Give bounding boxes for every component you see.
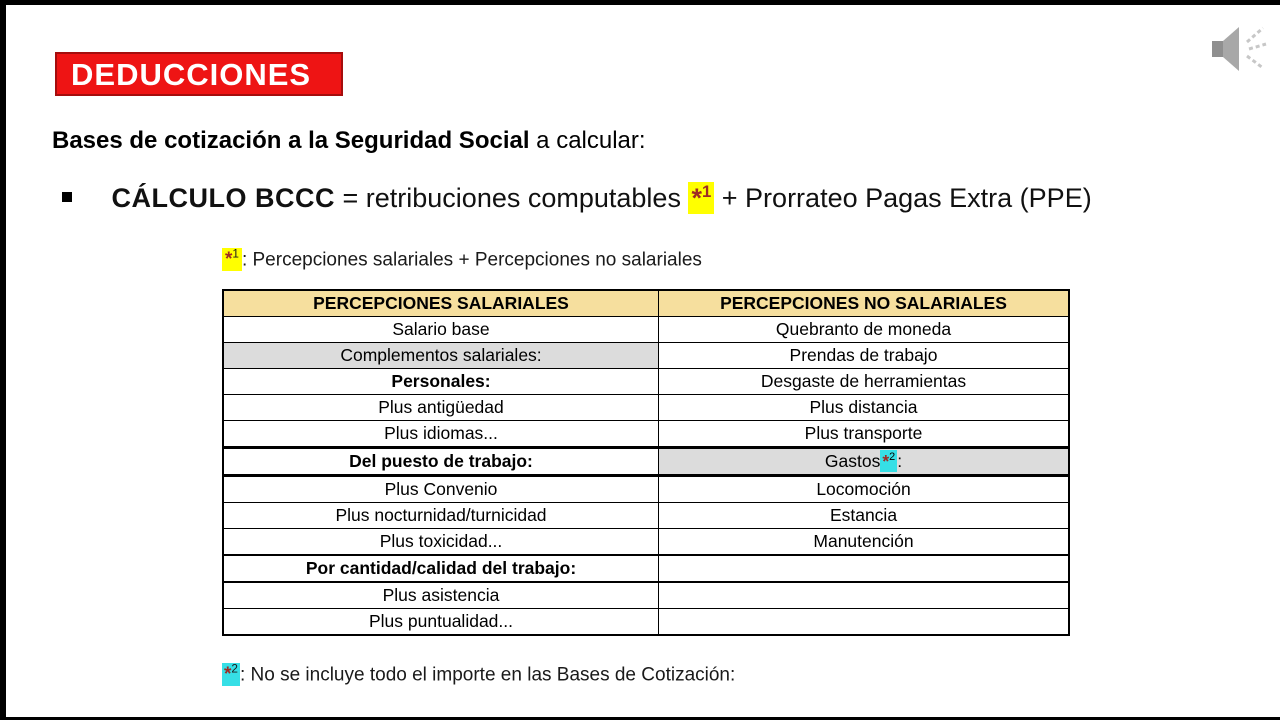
table-row <box>223 555 1069 582</box>
cell: Personales: <box>223 369 659 395</box>
table-row <box>223 609 1069 636</box>
table-row <box>223 317 1069 343</box>
gastos-text: Gastos <box>824 451 881 471</box>
table-row <box>223 476 1069 503</box>
table-row <box>223 582 1069 609</box>
slide-title: DEDUCCIONES <box>71 56 312 92</box>
footnote1-marker-inline <box>688 182 714 214</box>
header-salariales: PERCEPCIONES SALARIALES <box>223 290 659 317</box>
cell: Plus idiomas... <box>223 421 659 448</box>
cell: Locomoción <box>659 476 1070 503</box>
superscript-2: 2 <box>231 663 238 676</box>
superscript-1: 1 <box>232 248 239 261</box>
formula-mid: = retribuciones computables <box>335 183 689 213</box>
cell: Plus Convenio <box>223 476 659 503</box>
footnote1-text: : Percepciones salariales + Percepciones no salariales <box>241 249 702 271</box>
table-row <box>223 503 1069 529</box>
footnote2-marker-inline <box>880 450 897 472</box>
cell: Quebranto de moneda <box>659 317 1070 343</box>
cell <box>659 582 1070 609</box>
cell: Plus toxicidad... <box>223 529 659 556</box>
subtitle-rest: a calcular: <box>529 127 646 154</box>
footnote-1 <box>222 248 702 271</box>
asterisk-icon: * <box>691 183 702 213</box>
percepciones-table <box>222 289 1070 636</box>
cell: Del puesto de trabajo: <box>223 448 659 476</box>
cell: Estancia <box>659 503 1070 529</box>
footnote2-text: : No se incluye todo el importe en las Bases de Cotización: <box>239 664 736 686</box>
superscript-1: 1 <box>701 182 712 201</box>
cell: Por cantidad/calidad del trabajo: <box>223 555 659 582</box>
table-header-row <box>223 290 1069 317</box>
formula-bold: CÁLCULO BCCC <box>111 183 335 213</box>
asterisk-icon: * <box>882 451 890 471</box>
table-row <box>223 395 1069 421</box>
cell: Complementos salariales: <box>223 343 659 369</box>
cell <box>659 555 1070 582</box>
cell: Salario base <box>223 317 659 343</box>
table-row <box>223 369 1069 395</box>
cell: Plus antigüedad <box>223 395 659 421</box>
table-row <box>223 421 1069 448</box>
cell: Plus transporte <box>659 421 1070 448</box>
table-row <box>223 343 1069 369</box>
cell: Desgaste de herramientas <box>659 369 1070 395</box>
formula-rest: + Prorrateo Pagas Extra (PPE) <box>714 183 1092 213</box>
table-row <box>223 448 1069 476</box>
asterisk-icon: * <box>224 664 232 686</box>
cell-gastos <box>659 448 1070 476</box>
cell: Plus distancia <box>659 395 1070 421</box>
subtitle <box>52 127 646 155</box>
cell: Manutención <box>659 529 1070 556</box>
table-row <box>223 529 1069 556</box>
cell: Plus puntualidad... <box>223 609 659 636</box>
header-no-salariales: PERCEPCIONES NO SALARIALES <box>659 290 1070 317</box>
asterisk-icon: * <box>225 249 233 271</box>
footnote-2 <box>222 663 735 686</box>
gastos-colon: : <box>897 451 903 471</box>
footnote1-marker <box>222 248 242 271</box>
formula-line <box>62 182 1222 214</box>
slide-title-box <box>55 52 343 96</box>
letterbox-left <box>0 0 6 720</box>
cell: Plus asistencia <box>223 582 659 609</box>
letterbox-top <box>0 0 1280 5</box>
subtitle-bold: Bases de cotización a la Seguridad Social <box>52 127 530 154</box>
speaker-icon[interactable] <box>1205 20 1267 78</box>
cell <box>659 609 1070 636</box>
bullet-icon <box>62 192 72 202</box>
superscript-2: 2 <box>889 451 896 464</box>
cell: Prendas de trabajo <box>659 343 1070 369</box>
footnote2-marker <box>222 663 240 686</box>
cell: Plus nocturnidad/turnicidad <box>223 503 659 529</box>
